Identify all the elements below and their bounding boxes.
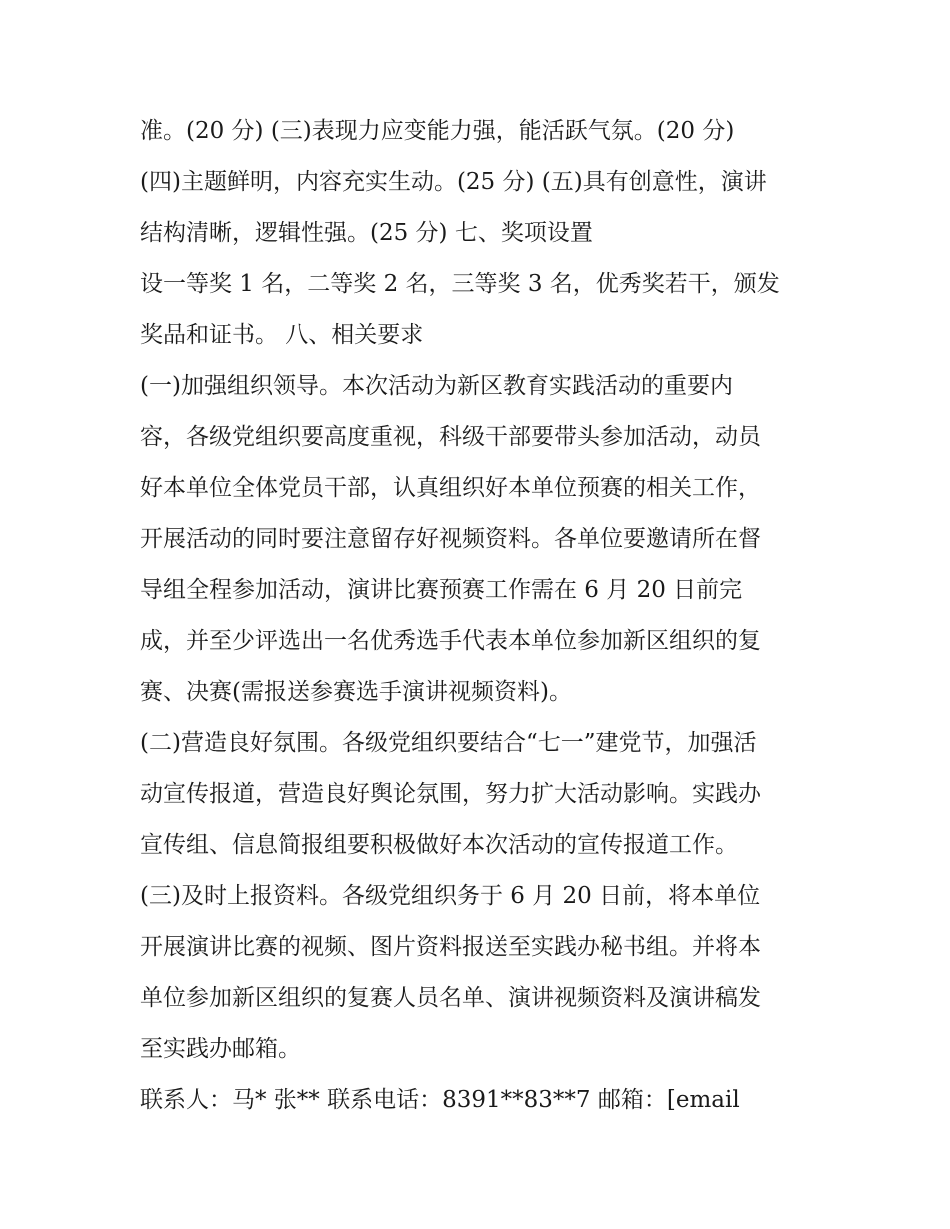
text-line: 赛、决赛(需报送参赛选手演讲视频资料)。 bbox=[140, 679, 572, 705]
text-line: 准。(20 分) (三)表现力应变能力强，能活跃气氛。(20 分) bbox=[140, 118, 735, 144]
text-line: 成，并至少评选出一名优秀选手代表本单位参加新区组织的复 bbox=[140, 628, 761, 654]
text-line: 结构清晰，逻辑性强。(25 分) 七、奖项设置 bbox=[140, 220, 593, 246]
text-line: 开展活动的同时要注意留存好视频资料。各单位要邀请所在督 bbox=[140, 526, 761, 552]
text-line: 宣传组、信息简报组要积极做好本次活动的宣传报道工作。 bbox=[140, 832, 738, 858]
text-line: (四)主题鲜明，内容充实生动。(25 分) (五)具有创意性，演讲 bbox=[140, 169, 767, 195]
text-line: 设一等奖 1 名，二等奖 2 名，三等奖 3 名，优秀奖若干，颁发 bbox=[140, 271, 780, 297]
text-line: 奖品和证书。 八、相关要求 bbox=[140, 322, 424, 348]
text-line: 单位参加新区组织的复赛人员名单、演讲视频资料及演讲稿发 bbox=[140, 985, 761, 1011]
text-line: 动宣传报道，营造良好舆论氛围，努力扩大活动影响。实践办 bbox=[140, 781, 761, 807]
text-line: (二)营造良好氛围。各级党组织要结合“七一”建党节，加强活 bbox=[140, 730, 757, 756]
document-body bbox=[140, 106, 830, 1126]
text-line: (一)加强组织领导。本次活动为新区教育实践活动的重要内 bbox=[140, 373, 733, 399]
text-line: 至实践办邮箱。 bbox=[140, 1036, 301, 1062]
text-line: (三)及时上报资料。各级党组织务于 6 月 20 日前，将本单位 bbox=[140, 883, 761, 909]
text-line: 联系人：马* 张** 联系电话：8391**83**7 邮箱：[email bbox=[140, 1087, 740, 1113]
text-line: 导组全程参加活动，演讲比赛预赛工作需在 6 月 20 日前完 bbox=[140, 577, 743, 603]
text-line: 容，各级党组织要高度重视，科级干部要带头参加活动，动员 bbox=[140, 424, 761, 450]
text-line: 好本单位全体党员干部，认真组织好本单位预赛的相关工作， bbox=[140, 475, 761, 501]
text-line: 开展演讲比赛的视频、图片资料报送至实践办秘书组。并将本 bbox=[140, 934, 761, 960]
